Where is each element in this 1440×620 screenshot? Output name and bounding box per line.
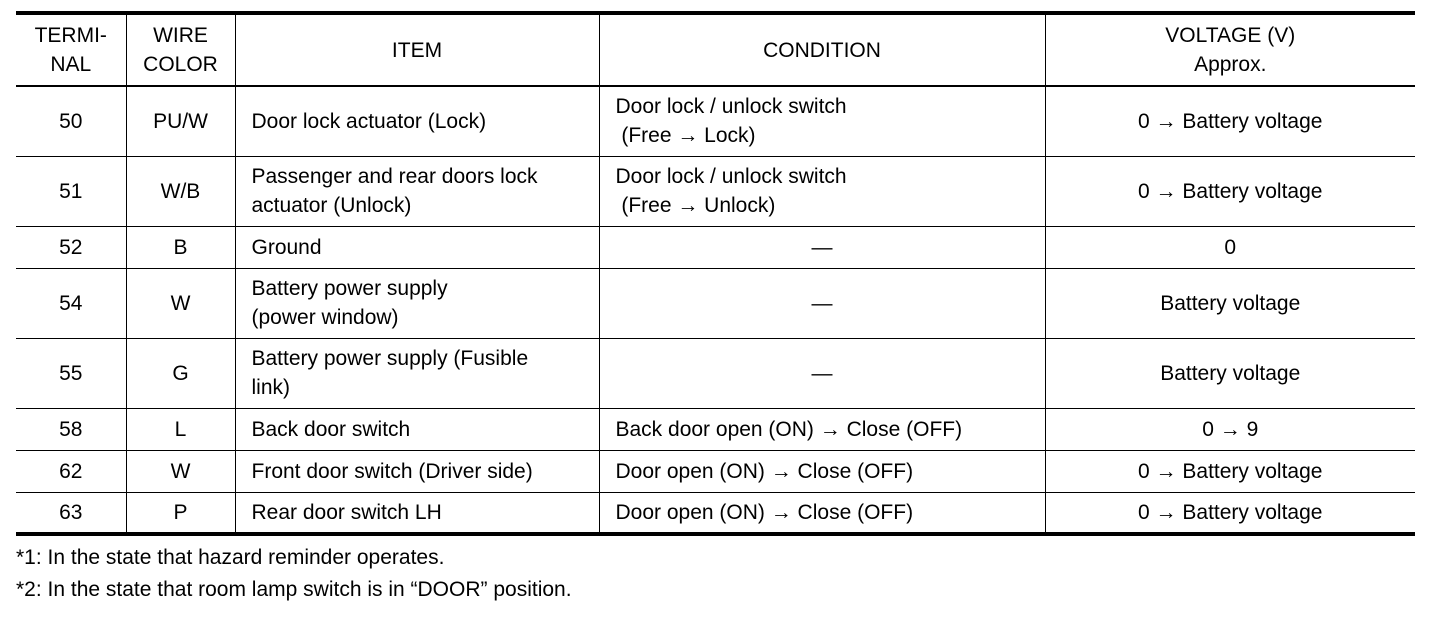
- cell-item: Rear door switch LH: [235, 492, 599, 534]
- cell-condition: —: [599, 226, 1045, 268]
- footnote-1: *1: In the state that hazard reminder operates.: [16, 546, 445, 569]
- cell-item: Front door switch (Driver side): [235, 450, 599, 492]
- header-condition: CONDITION: [599, 13, 1045, 86]
- footnotes: [16, 542, 1415, 606]
- cell-voltage: 0 → Battery voltage: [1045, 86, 1415, 156]
- cell-condition: Door lock / unlock switch (Free → Unlock): [599, 156, 1045, 226]
- cell-terminal: 62: [16, 450, 126, 492]
- header-item: ITEM: [235, 13, 599, 86]
- cell-item: Battery power supply (power window): [235, 268, 599, 338]
- terminal-spec-document: [16, 11, 1415, 606]
- cell-voltage: Battery voltage: [1045, 338, 1415, 408]
- header-terminal: TERMI- NAL: [16, 13, 126, 86]
- table-row: [16, 86, 1415, 156]
- cell-wire-color: W/B: [126, 156, 235, 226]
- cell-terminal: 52: [16, 226, 126, 268]
- table-row: [16, 338, 1415, 408]
- header-wire-color: WIRE COLOR: [126, 13, 235, 86]
- cell-terminal: 55: [16, 338, 126, 408]
- cell-wire-color: W: [126, 268, 235, 338]
- cell-voltage: 0 → Battery voltage: [1045, 492, 1415, 534]
- table-row: [16, 226, 1415, 268]
- cell-voltage: 0 → 9: [1045, 408, 1415, 450]
- header-voltage: VOLTAGE (V) Approx.: [1045, 13, 1415, 86]
- table-row: [16, 450, 1415, 492]
- footnote-2: *2: In the state that room lamp switch is in “DOOR” position.: [16, 578, 572, 601]
- cell-voltage: Battery voltage: [1045, 268, 1415, 338]
- cell-terminal: 50: [16, 86, 126, 156]
- cell-wire-color: G: [126, 338, 235, 408]
- cell-wire-color: PU/W: [126, 86, 235, 156]
- terminal-voltage-table: [16, 11, 1415, 536]
- cell-voltage: 0 → Battery voltage: [1045, 450, 1415, 492]
- cell-terminal: 54: [16, 268, 126, 338]
- table-header-row: [16, 13, 1415, 86]
- cell-terminal: 63: [16, 492, 126, 534]
- table-row: [16, 268, 1415, 338]
- cell-condition: Door open (ON) → Close (OFF): [599, 492, 1045, 534]
- table-row: [16, 156, 1415, 226]
- cell-wire-color: L: [126, 408, 235, 450]
- cell-item: Back door switch: [235, 408, 599, 450]
- cell-condition: Door open (ON) → Close (OFF): [599, 450, 1045, 492]
- cell-item: Battery power supply (Fusible link): [235, 338, 599, 408]
- cell-condition: Back door open (ON) → Close (OFF): [599, 408, 1045, 450]
- cell-item: Passenger and rear doors lock actuator (Unlock): [235, 156, 599, 226]
- cell-voltage: 0 → Battery voltage: [1045, 156, 1415, 226]
- table-row: [16, 492, 1415, 534]
- cell-terminal: 58: [16, 408, 126, 450]
- cell-item: Ground: [235, 226, 599, 268]
- cell-condition: Door lock / unlock switch (Free → Lock): [599, 86, 1045, 156]
- cell-item: Door lock actuator (Lock): [235, 86, 599, 156]
- cell-wire-color: W: [126, 450, 235, 492]
- cell-condition: —: [599, 268, 1045, 338]
- table-row: [16, 408, 1415, 450]
- cell-condition: —: [599, 338, 1045, 408]
- cell-voltage: 0: [1045, 226, 1415, 268]
- cell-wire-color: P: [126, 492, 235, 534]
- cell-terminal: 51: [16, 156, 126, 226]
- cell-wire-color: B: [126, 226, 235, 268]
